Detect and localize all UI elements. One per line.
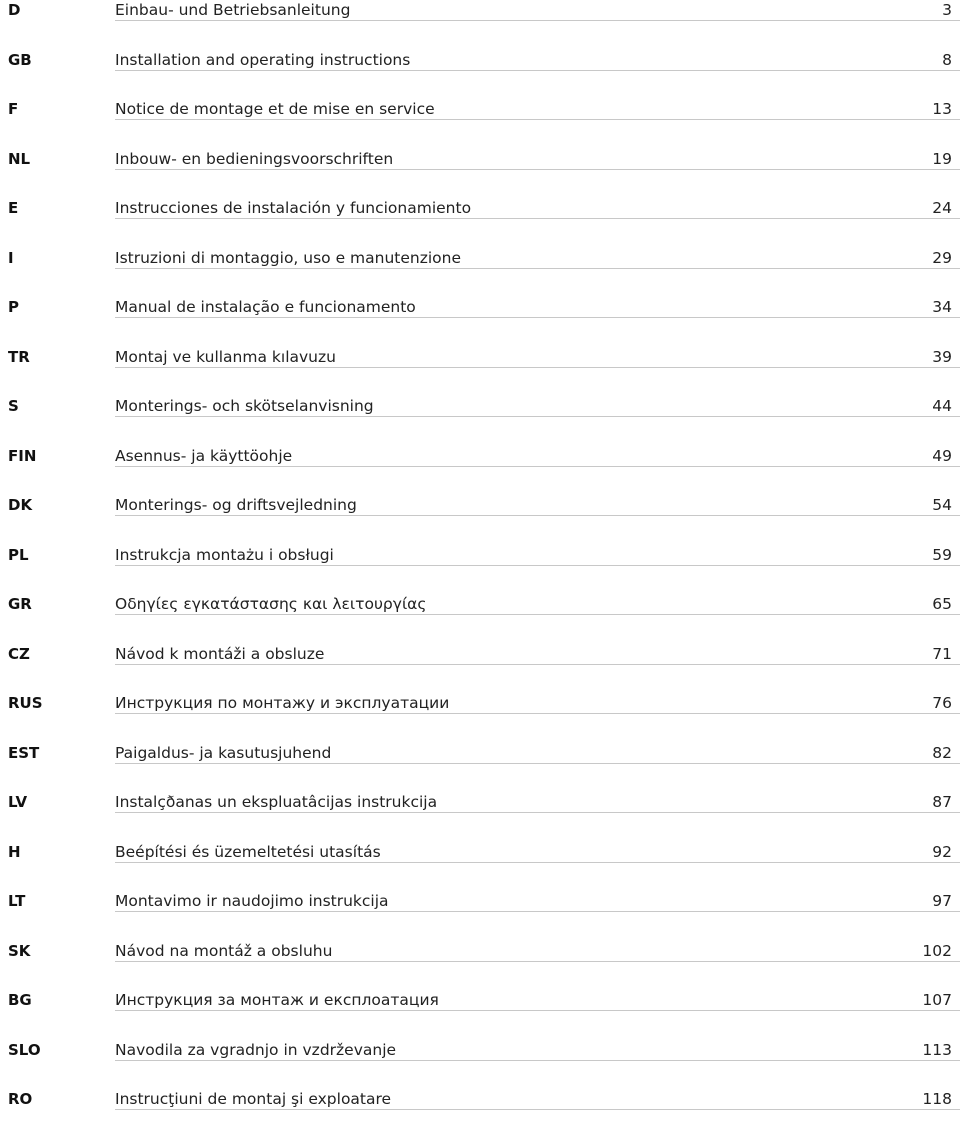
page-number: 59 <box>932 545 952 564</box>
toc-entry-slo[interactable] <box>0 1040 960 1090</box>
toc-entry-lv[interactable] <box>0 792 960 842</box>
manual-title: Montaj ve kullanma kılavuzu <box>115 347 336 366</box>
row-divider <box>115 1060 960 1061</box>
toc-entry-gr[interactable] <box>0 594 960 644</box>
page-number: 49 <box>932 446 952 465</box>
row-divider <box>115 268 960 269</box>
toc-entry-d[interactable] <box>0 0 960 50</box>
row-divider <box>115 713 960 714</box>
manual-title: Návod k montáži a obsluze <box>115 644 325 663</box>
language-code: CZ <box>8 644 30 663</box>
page-number: 24 <box>932 199 952 217</box>
page-number: 97 <box>932 892 952 910</box>
row-divider <box>115 70 960 71</box>
toc-entry-i[interactable] <box>0 248 960 298</box>
manual-title: Monterings- och skötselanvisning <box>115 397 374 415</box>
manual-title: Monterings- og driftsvejledning <box>115 496 357 514</box>
row-divider <box>115 911 960 912</box>
row-divider <box>115 317 960 318</box>
language-code: TR <box>8 347 30 366</box>
language-code: BG <box>8 991 32 1009</box>
language-code: FIN <box>8 446 37 465</box>
page-number: 82 <box>932 743 952 762</box>
language-code: E <box>8 199 19 217</box>
page-number: 118 <box>922 1090 952 1108</box>
toc-entry-s[interactable] <box>0 396 960 446</box>
page-number: 13 <box>932 100 952 118</box>
page-number: 87 <box>932 793 952 811</box>
page-number: 76 <box>932 694 952 712</box>
manual-title: Notice de montage et de mise en service <box>115 100 435 118</box>
language-code: GB <box>8 50 32 69</box>
toc-entry-e[interactable] <box>0 198 960 248</box>
page-number: 54 <box>932 496 952 514</box>
language-code: P <box>8 298 19 316</box>
toc-entry-nl[interactable] <box>0 149 960 199</box>
language-code: S <box>8 397 19 415</box>
row-divider <box>115 20 960 21</box>
toc-entry-h[interactable] <box>0 842 960 892</box>
manual-title: Инструкция за монтаж и експлоатация <box>115 991 439 1009</box>
toc-entry-tr[interactable] <box>0 347 960 397</box>
row-divider <box>115 862 960 863</box>
manual-title: Asennus- ja käyttöohje <box>115 446 293 465</box>
row-divider <box>115 218 960 219</box>
page-number: 44 <box>932 397 952 415</box>
toc-entry-lt[interactable] <box>0 891 960 941</box>
page-number: 92 <box>932 842 952 861</box>
toc-entry-p[interactable] <box>0 297 960 347</box>
page-number: 3 <box>942 1 952 19</box>
toc-entry-sk[interactable] <box>0 941 960 991</box>
manual-title: Paigaldus- ja kasutusjuhend <box>115 743 332 762</box>
language-code: SK <box>8 941 31 960</box>
language-code: I <box>8 248 14 267</box>
manual-title: Instrukcja montażu i obsługi <box>115 545 334 564</box>
toc-entry-est[interactable] <box>0 743 960 793</box>
row-divider <box>115 416 960 417</box>
manual-title: Beépítési és üzemeltetési utasítás <box>115 842 381 861</box>
row-divider <box>115 1109 960 1110</box>
row-divider <box>115 763 960 764</box>
row-divider <box>115 119 960 120</box>
row-divider <box>115 367 960 368</box>
toc-entry-pl[interactable] <box>0 545 960 595</box>
language-code: EST <box>8 743 40 762</box>
language-code: LT <box>8 892 26 910</box>
page-number: 102 <box>922 941 952 960</box>
toc-entry-cz[interactable] <box>0 644 960 694</box>
row-divider <box>115 565 960 566</box>
page-number: 8 <box>942 50 952 69</box>
toc-entry-fin[interactable] <box>0 446 960 496</box>
toc-entry-f[interactable] <box>0 99 960 149</box>
row-divider <box>115 1010 960 1011</box>
language-code: NL <box>8 149 31 168</box>
row-divider <box>115 515 960 516</box>
page-number: 113 <box>922 1040 952 1059</box>
language-code: LV <box>8 793 28 811</box>
manual-title: Instrucţiuni de montaj şi exploatare <box>115 1090 392 1108</box>
row-divider <box>115 961 960 962</box>
language-code: H <box>8 842 21 861</box>
language-code: DK <box>8 496 33 514</box>
page-number: 71 <box>932 644 952 663</box>
manual-title: Istruzioni di montaggio, uso e manutenzione <box>115 248 462 267</box>
toc-entry-gb[interactable] <box>0 50 960 100</box>
manual-title: Инструкция по монтажу и эксплуатации <box>115 694 450 712</box>
row-divider <box>115 466 960 467</box>
manual-title: Montavimo ir naudojimo instrukcija <box>115 892 389 910</box>
manual-title: Manual de instalação e funcionamento <box>115 298 416 316</box>
page-number: 107 <box>922 991 952 1009</box>
language-code: SLO <box>8 1040 41 1059</box>
language-code: RUS <box>8 694 43 712</box>
page-number: 34 <box>932 298 952 316</box>
row-divider <box>115 169 960 170</box>
language-code: GR <box>8 595 32 613</box>
page-number: 19 <box>932 149 952 168</box>
row-divider <box>115 614 960 615</box>
manual-title: Návod na montáž a obsluhu <box>115 941 333 960</box>
manual-title: Instalçðanas un ekspluatâcijas instrukcija <box>115 793 438 811</box>
page-number: 65 <box>932 595 952 613</box>
toc-entry-bg[interactable] <box>0 990 960 1040</box>
toc-entry-rus[interactable] <box>0 693 960 743</box>
language-code: D <box>8 1 21 19</box>
language-code: F <box>8 100 19 118</box>
manual-title: Einbau- und Betriebsanleitung <box>115 1 351 19</box>
manual-title: Instrucciones de instalación y funcionamiento <box>115 199 472 217</box>
manual-title: Installation and operating instructions <box>115 50 411 69</box>
manual-title: Οδηγίες εγκατάστασης και λειτουργίας <box>115 595 427 613</box>
language-code: PL <box>8 545 29 564</box>
page-number: 39 <box>932 347 952 366</box>
row-divider <box>115 812 960 813</box>
manual-title: Navodila za vgradnjo in vzdrževanje <box>115 1040 397 1059</box>
language-code: RO <box>8 1090 33 1108</box>
manual-title: Inbouw- en bedieningsvoorschriften <box>115 149 394 168</box>
page-number: 29 <box>932 248 952 267</box>
row-divider <box>115 664 960 665</box>
toc-entry-dk[interactable] <box>0 495 960 545</box>
